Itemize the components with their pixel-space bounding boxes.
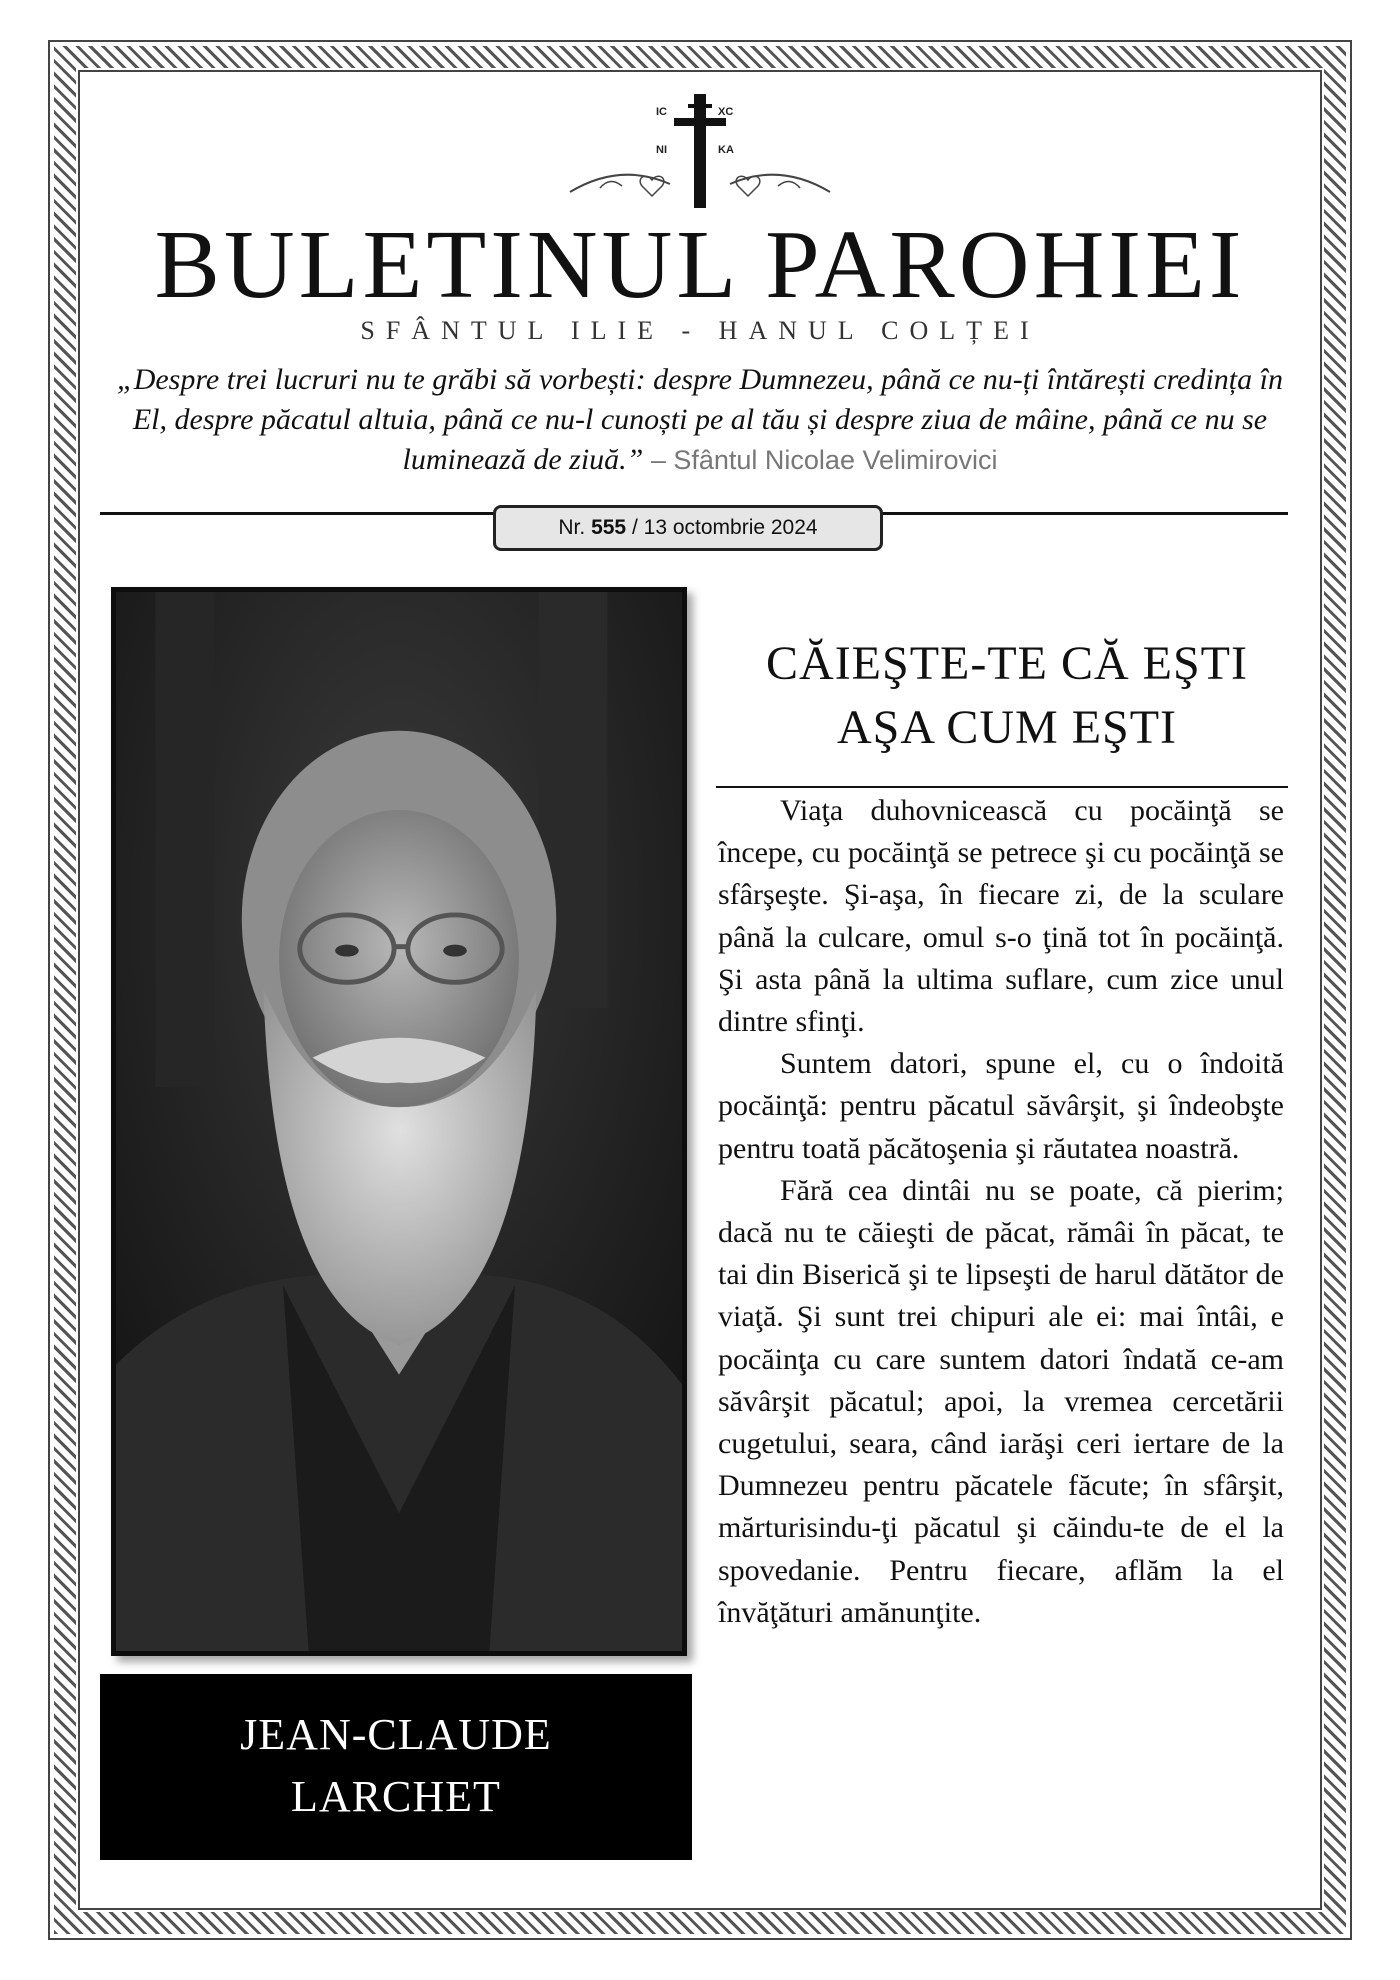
quote-author: – Sfântul Nicolae Velimirovici	[650, 445, 998, 475]
article-paragraph: Suntem datori, spune el, cu o îndoită pocăinţă: pentru păcatul săvârşit, şi îndeobşte pentru toată păcătoşenia şi răutatea noastră.	[718, 1047, 1284, 1165]
issue-date: / 13 octombrie 2024	[631, 516, 818, 539]
article-paragraph: Viaţa duhovnicească cu pocăinţă se începe, cu pocăinţă se petrece şi cu pocăinţă se sfârşeşte. Şi-aşa, în fiecare zi, de la sculare până la culcare, omul s-o ţină tot în pocăinţă. Şi asta până la ultima suflare, cum zice unul dintre sfinţi.	[718, 794, 1284, 1039]
article-title-divider	[716, 786, 1288, 788]
issue-badge	[493, 505, 883, 551]
emblem-letters-xc: XC	[718, 106, 734, 118]
emblem-letters-ka: KA	[718, 144, 734, 156]
quote-text: „Despre trei lucruri nu te grăbi să vorbești: despre Dumnezeu, până ce nu-ți întărești credința în El, despre păcatul altuia, până ce nu-l cunoști pe al tău și despre ziua de mâine, până ce nu se luminează de ziuă.”	[117, 363, 1283, 476]
issue-prefix: Nr.	[558, 516, 586, 539]
author-last-name: LARCHET	[291, 1772, 501, 1821]
article-title-line1: CĂIEŞTE-TE CĂ EŞTI	[766, 637, 1248, 690]
issue-number: 555	[591, 516, 627, 539]
emblem-letters-ni: NI	[656, 144, 667, 156]
epigraph-quote	[110, 360, 1290, 480]
emblem-letters-ic: IC	[656, 106, 667, 118]
author-portrait	[111, 587, 687, 1656]
article-title-line2: AŞA CUM EŞTI	[836, 701, 1178, 754]
parish-subtitle: SFÂNTUL ILIE - HANUL COLȚEI	[360, 316, 1040, 345]
bulletin-title: BULETINUL PAROHIEI	[154, 211, 1246, 319]
article-body	[718, 790, 1284, 1634]
author-name-box	[100, 1674, 692, 1860]
cross-emblem	[560, 92, 840, 212]
article-paragraph: Fără cea dintâi nu se poate, că pierim; dacă nu te căieşti de păcat, rămâi în păcat, te tai din Biserică şi te lipseşti de harul dătător de viaţă. Şi sunt trei chipuri ale ei: mai întâi, e pocăinţa cu care suntem datori îndată ce-am săvârşit păcatul; apoi, la vremea cercetării cugetului, seara, când iarăşi ceri iertare de la Dumnezeu pentru păcatele făcute; în sfârşit, mărturisindu-ţi păcatul şi căindu-te de el la spovedanie. Pentru fiecare, aflăm la el învăţături amănunţite.	[718, 1173, 1284, 1629]
author-first-name: JEAN-CLAUDE	[240, 1710, 552, 1759]
article-title	[716, 632, 1298, 760]
